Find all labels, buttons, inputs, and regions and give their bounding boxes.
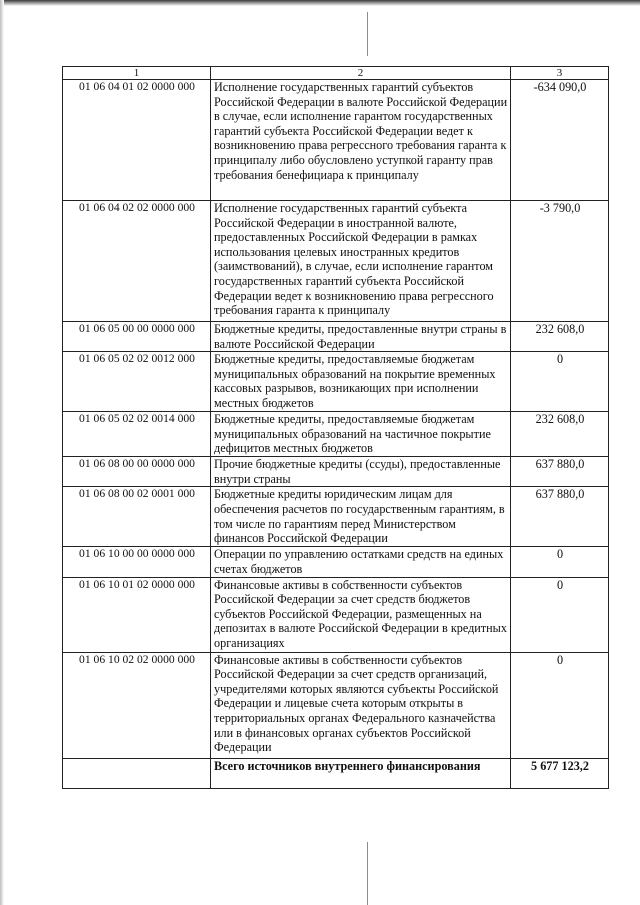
budget-code: 01 06 04 02 02 0000 000: [63, 201, 211, 322]
amount: 0: [511, 577, 609, 652]
table-row: [63, 457, 609, 487]
fold-line-top: [367, 12, 368, 56]
financing-sources-table: [62, 66, 609, 789]
scan-edge-left: [0, 0, 4, 905]
budget-code: 01 06 05 00 00 0000 000: [63, 322, 211, 352]
budget-code: 01 06 10 02 02 0000 000: [63, 652, 211, 758]
column-number-3: 3: [511, 67, 609, 80]
table-row: [63, 80, 609, 201]
source-name: Бюджетные кредиты, предоставляемые бюджетам муниципальных образований на частичное покрытие дефицитов местных бюджетов: [211, 412, 511, 457]
amount: -3 790,0: [511, 201, 609, 322]
table-row: [63, 577, 609, 652]
amount: 637 880,0: [511, 457, 609, 487]
table-row: [63, 322, 609, 352]
column-number-1: 1: [63, 67, 211, 80]
table-row: [63, 201, 609, 322]
source-name: Бюджетные кредиты, предоставленные внутри страны в валюте Российской Федерации: [211, 322, 511, 352]
total-row: [63, 758, 609, 788]
amount: 637 880,0: [511, 487, 609, 547]
table-row: [63, 352, 609, 412]
total-amount: 5 677 123,2: [511, 758, 609, 788]
amount: 0: [511, 352, 609, 412]
source-name: Операции по управлению остатками средств на единых счетах бюджетов: [211, 547, 511, 577]
amount: 0: [511, 652, 609, 758]
column-number-2: 2: [211, 67, 511, 80]
scan-edge-top: [0, 0, 640, 6]
fold-line-bottom: [367, 842, 368, 905]
budget-code: 01 06 05 02 02 0012 000: [63, 352, 211, 412]
table-row: [63, 547, 609, 577]
source-name: Исполнение государственных гарантий субъекта Российской Федерации в иностранной валюте, предоставленных Российской Федерации в рамках использования целевых иностранных кредитов (заимствований), в случае, если исполнение гарантом государственных гарантий субъекта Российской Федерации ведет к возникновению права регрессного требования гаранта к принципалу: [211, 201, 511, 322]
source-name: Бюджетные кредиты юридическим лицам для обеспечения расчетов по государственным гарантиям, в том числе по гарантиям перед Министерством финансов Российской Федерации: [211, 487, 511, 547]
source-name: Исполнение государственных гарантий субъектов Российской Федерации в валюте Российской Федерации в случае, если исполнение гарантом государственных гарантий субъекта Российской Федерации ведет к возникновению права регрессного требования гаранта к принципалу либо обусловлено уступкой гаранту прав требования бенефициара к принципалу: [211, 80, 511, 201]
table-row: [63, 487, 609, 547]
budget-code: 01 06 08 00 02 0001 000: [63, 487, 211, 547]
total-label: Всего источников внутреннего финансирования: [211, 758, 511, 788]
budget-code: 01 06 08 00 00 0000 000: [63, 457, 211, 487]
table-row: [63, 412, 609, 457]
budget-code: 01 06 10 01 02 0000 000: [63, 577, 211, 652]
budget-code: 01 06 04 01 02 0000 000: [63, 80, 211, 201]
column-number-row: [63, 67, 609, 80]
budget-code: 01 06 05 02 02 0014 000: [63, 412, 211, 457]
total-code: [63, 758, 211, 788]
table-row: [63, 652, 609, 758]
budget-code: 01 06 10 00 00 0000 000: [63, 547, 211, 577]
amount: 0: [511, 547, 609, 577]
amount: -634 090,0: [511, 80, 609, 201]
source-name: Бюджетные кредиты, предоставляемые бюджетам муниципальных образований на покрытие временных кассовых разрывов, возникающих при исполнении местных бюджетов: [211, 352, 511, 412]
source-name: Финансовые активы в собственности субъектов Российской Федерации за счет средств бюджетов субъектов Российской Федерации, размещенных на депозитах в валюте Российской Федерации в кредитных организациях: [211, 577, 511, 652]
source-name: Финансовые активы в собственности субъектов Российской Федерации за счет средств организаций, учредителями которых являются субъекты Российской Федерации и лицевые счета которым открыты в территориальных органах Федерального казначейства или в финансовых органах субъектов Российской Федерации: [211, 652, 511, 758]
source-name: Прочие бюджетные кредиты (ссуды), предоставленные внутри страны: [211, 457, 511, 487]
amount: 232 608,0: [511, 322, 609, 352]
amount: 232 608,0: [511, 412, 609, 457]
